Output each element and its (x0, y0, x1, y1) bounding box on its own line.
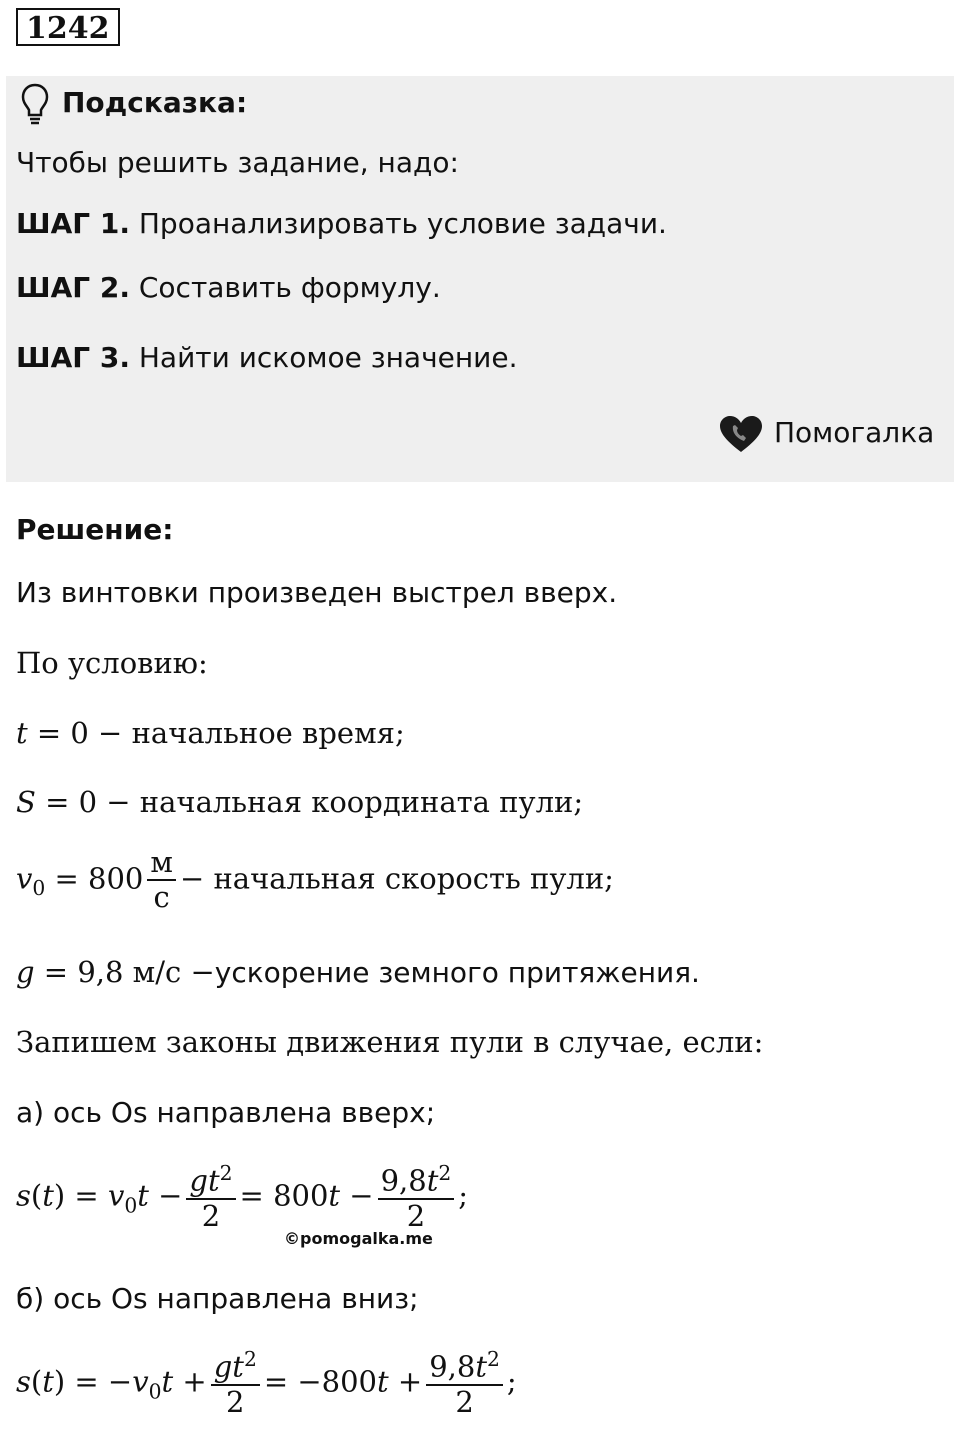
condition-velocity: $v_0 = 800$ $\frac{м}{с}$ − начальная скорость пули; (16, 845, 614, 915)
step-label: ШАГ 2. (16, 271, 130, 304)
hint-title: Подсказка: (62, 86, 248, 119)
case-a-label: а) ось Os направлена вверх; (16, 1096, 436, 1129)
hint-box (6, 76, 954, 482)
solution-line-1: Из винтовки произведен выстрел вверх. (16, 576, 618, 609)
hint-step-2 (16, 271, 441, 304)
condition-gravity: g = 9,8 м/с −ускорение земного притяжения. (16, 955, 700, 989)
formula-a: $s(t) = v_0t$ − $\frac{gt^2}{2}$ = 800t − $\frac{9,8t^2}{2}$ ; (16, 1161, 469, 1233)
condition-coordinate: S = 0 − начальная координата пули; (16, 785, 584, 819)
heart-phone-icon (718, 414, 764, 454)
hint-step-3 (16, 341, 517, 374)
step-text: Составить формулу. (138, 271, 441, 304)
laws-line: Запишем законы движения пули в случае, если: (16, 1025, 764, 1059)
step-text: Проанализировать условие задачи. (138, 207, 667, 240)
units-fraction: $\frac{м}{с}$ (147, 846, 176, 915)
case-b-label: б) ось Os направлена вниз; (16, 1282, 419, 1315)
step-label: ШАГ 3. (16, 341, 130, 374)
brand-label: Помогалка (774, 416, 935, 449)
step-text: Найти искомое значение. (138, 341, 518, 374)
formula-b: $s(t) = -v_0t$ + $\frac{gt^2}{2}$ = −800t + $\frac{9,8t^2}{2}$ ; (16, 1347, 517, 1419)
step-label: ШАГ 1. (16, 207, 130, 240)
solution-line-2: По условию: (16, 646, 208, 680)
solution-title: Решение: (16, 513, 174, 546)
problem-number: 1242 (16, 8, 120, 46)
condition-time: t = 0 − начальное время; (16, 716, 405, 750)
hint-intro: Чтобы решить задание, надо: (16, 146, 459, 179)
hint-step-1 (16, 207, 667, 240)
watermark: ©pomogalka.me (284, 1229, 433, 1248)
lightbulb-icon (20, 82, 50, 126)
